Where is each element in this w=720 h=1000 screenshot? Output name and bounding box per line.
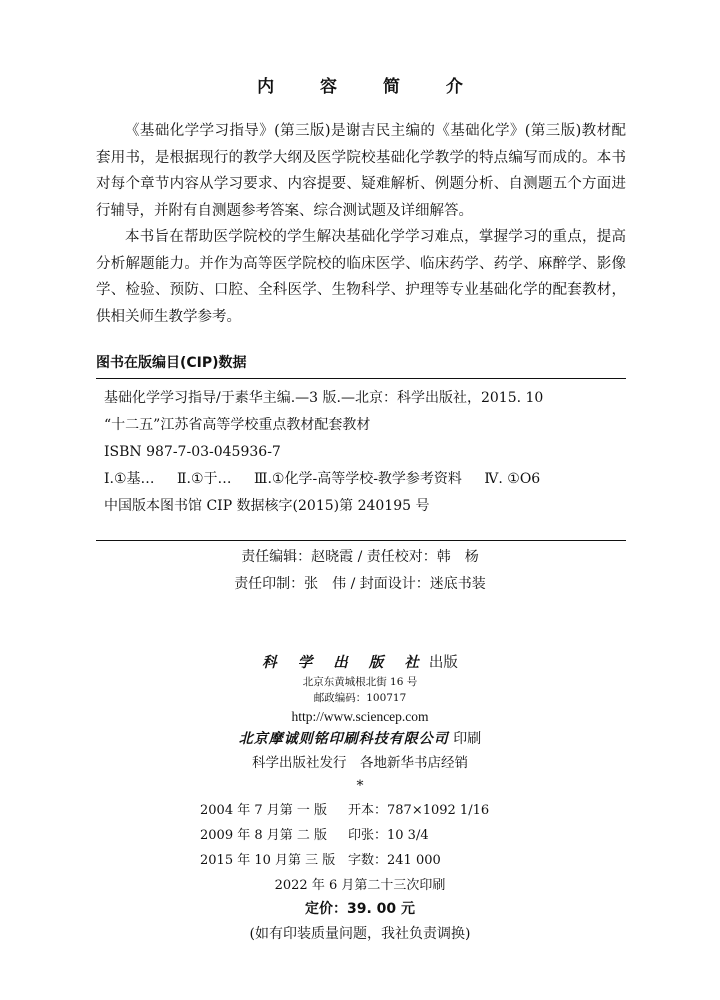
cip-class-1: Ⅰ.①基… <box>104 471 155 487</box>
printing-info: 2022 年 6 月第二十三次印刷 <box>274 878 446 893</box>
publisher-name: 科 学 出 版 社 <box>262 655 427 671</box>
quality-notice: (如有印装质量问题，我社负责调换) <box>249 926 471 942</box>
editorial-credits <box>0 544 720 598</box>
edition-spec: 印张：10 3/4 <box>348 828 429 843</box>
imprint-block <box>0 652 720 795</box>
edition-date: 2015 年 10 月第 三 版 <box>200 853 336 868</box>
cip-class-3: Ⅲ.①化学-高等学校-教学参考资料 <box>253 471 462 487</box>
edition-spec: 字数：241 000 <box>348 853 441 868</box>
edition-date: 2009 年 8 月第 二 版 <box>200 828 328 843</box>
cip-classification <box>104 467 624 494</box>
edition-spec: 开本：787×1092 1/16 <box>348 803 490 818</box>
publisher-url: http://www.sciencep.com <box>291 709 429 724</box>
printer-suffix: 印刷 <box>453 731 482 747</box>
distribution-line: 科学出版社发行 各地新华书店经销 <box>252 755 468 771</box>
content-summary <box>96 118 626 330</box>
cip-class-4: Ⅳ. ①O6 <box>484 471 541 487</box>
publisher-address: 北京东黄城根北街 16 号 <box>302 676 418 688</box>
separator-star: * <box>356 778 364 794</box>
edition-row <box>200 823 580 848</box>
publisher-suffix: 出版 <box>428 655 458 671</box>
cip-number: 中国版本图书馆 CIP 数据核字(2015)第 240195 号 <box>104 498 430 514</box>
printer-line <box>0 727 720 751</box>
cip-series: “十二五”江苏省高等学校重点教材配套教材 <box>104 417 371 433</box>
edition-date: 2004 年 7 月第 一 版 <box>200 803 328 818</box>
cip-heading: 图书在版编目(CIP)数据 <box>96 355 247 371</box>
summary-paragraph-1: 《基础化学学习指导》(第三版)是谢吉民主编的《基础化学》(第三版)教材配套用书，是根据现行的教学大纲及医学院校基础化学教学的特点编写而成的。本书对每个章节内容从学习要求、内容提要、疑难解析、例题分析、自测题五个方面进行辅导，并附有自测题参考答案、综合测试题及详细解答。 <box>96 123 626 219</box>
publisher-postcode: 邮政编码：100717 <box>313 692 407 704</box>
edition-table <box>200 798 580 873</box>
page-title: 内 容 简 介 <box>257 77 483 97</box>
cip-top-rule <box>96 378 626 379</box>
cip-record <box>104 386 624 521</box>
summary-paragraph-2: 本书旨在帮助医学院校的学生解决基础化学学习难点，掌握学习的重点，提高分析解题能力。并作为高等医学院校的临床医学、临床药学、药学、麻醉学、影像学、检验、预防、口腔、全科医学、生物科学、护理等专业基础化学的配套教材，供相关师生教学参考。 <box>96 229 626 325</box>
editor-credits: 责任编辑：赵晓霞 / 责任校对：韩 杨 <box>241 549 479 565</box>
cip-class-2: Ⅱ.①于… <box>176 471 232 487</box>
cip-bottom-rule <box>96 540 626 541</box>
cip-bibliographic: 基础化学学习指导/于素华主编.—3 版.—北京：科学出版社，2015. 10 <box>104 390 544 406</box>
printer-name: 北京摩诚则铭印刷科技有限公司 <box>238 731 449 747</box>
cip-isbn: ISBN 987-7-03-045936-7 <box>104 444 281 460</box>
price: 定价：39. 00 元 <box>304 901 416 917</box>
edition-row <box>200 798 580 823</box>
production-credits: 责任印制：张 伟 / 封面设计：迷底书装 <box>234 576 486 592</box>
publisher-line <box>0 652 720 674</box>
edition-row <box>200 848 580 873</box>
